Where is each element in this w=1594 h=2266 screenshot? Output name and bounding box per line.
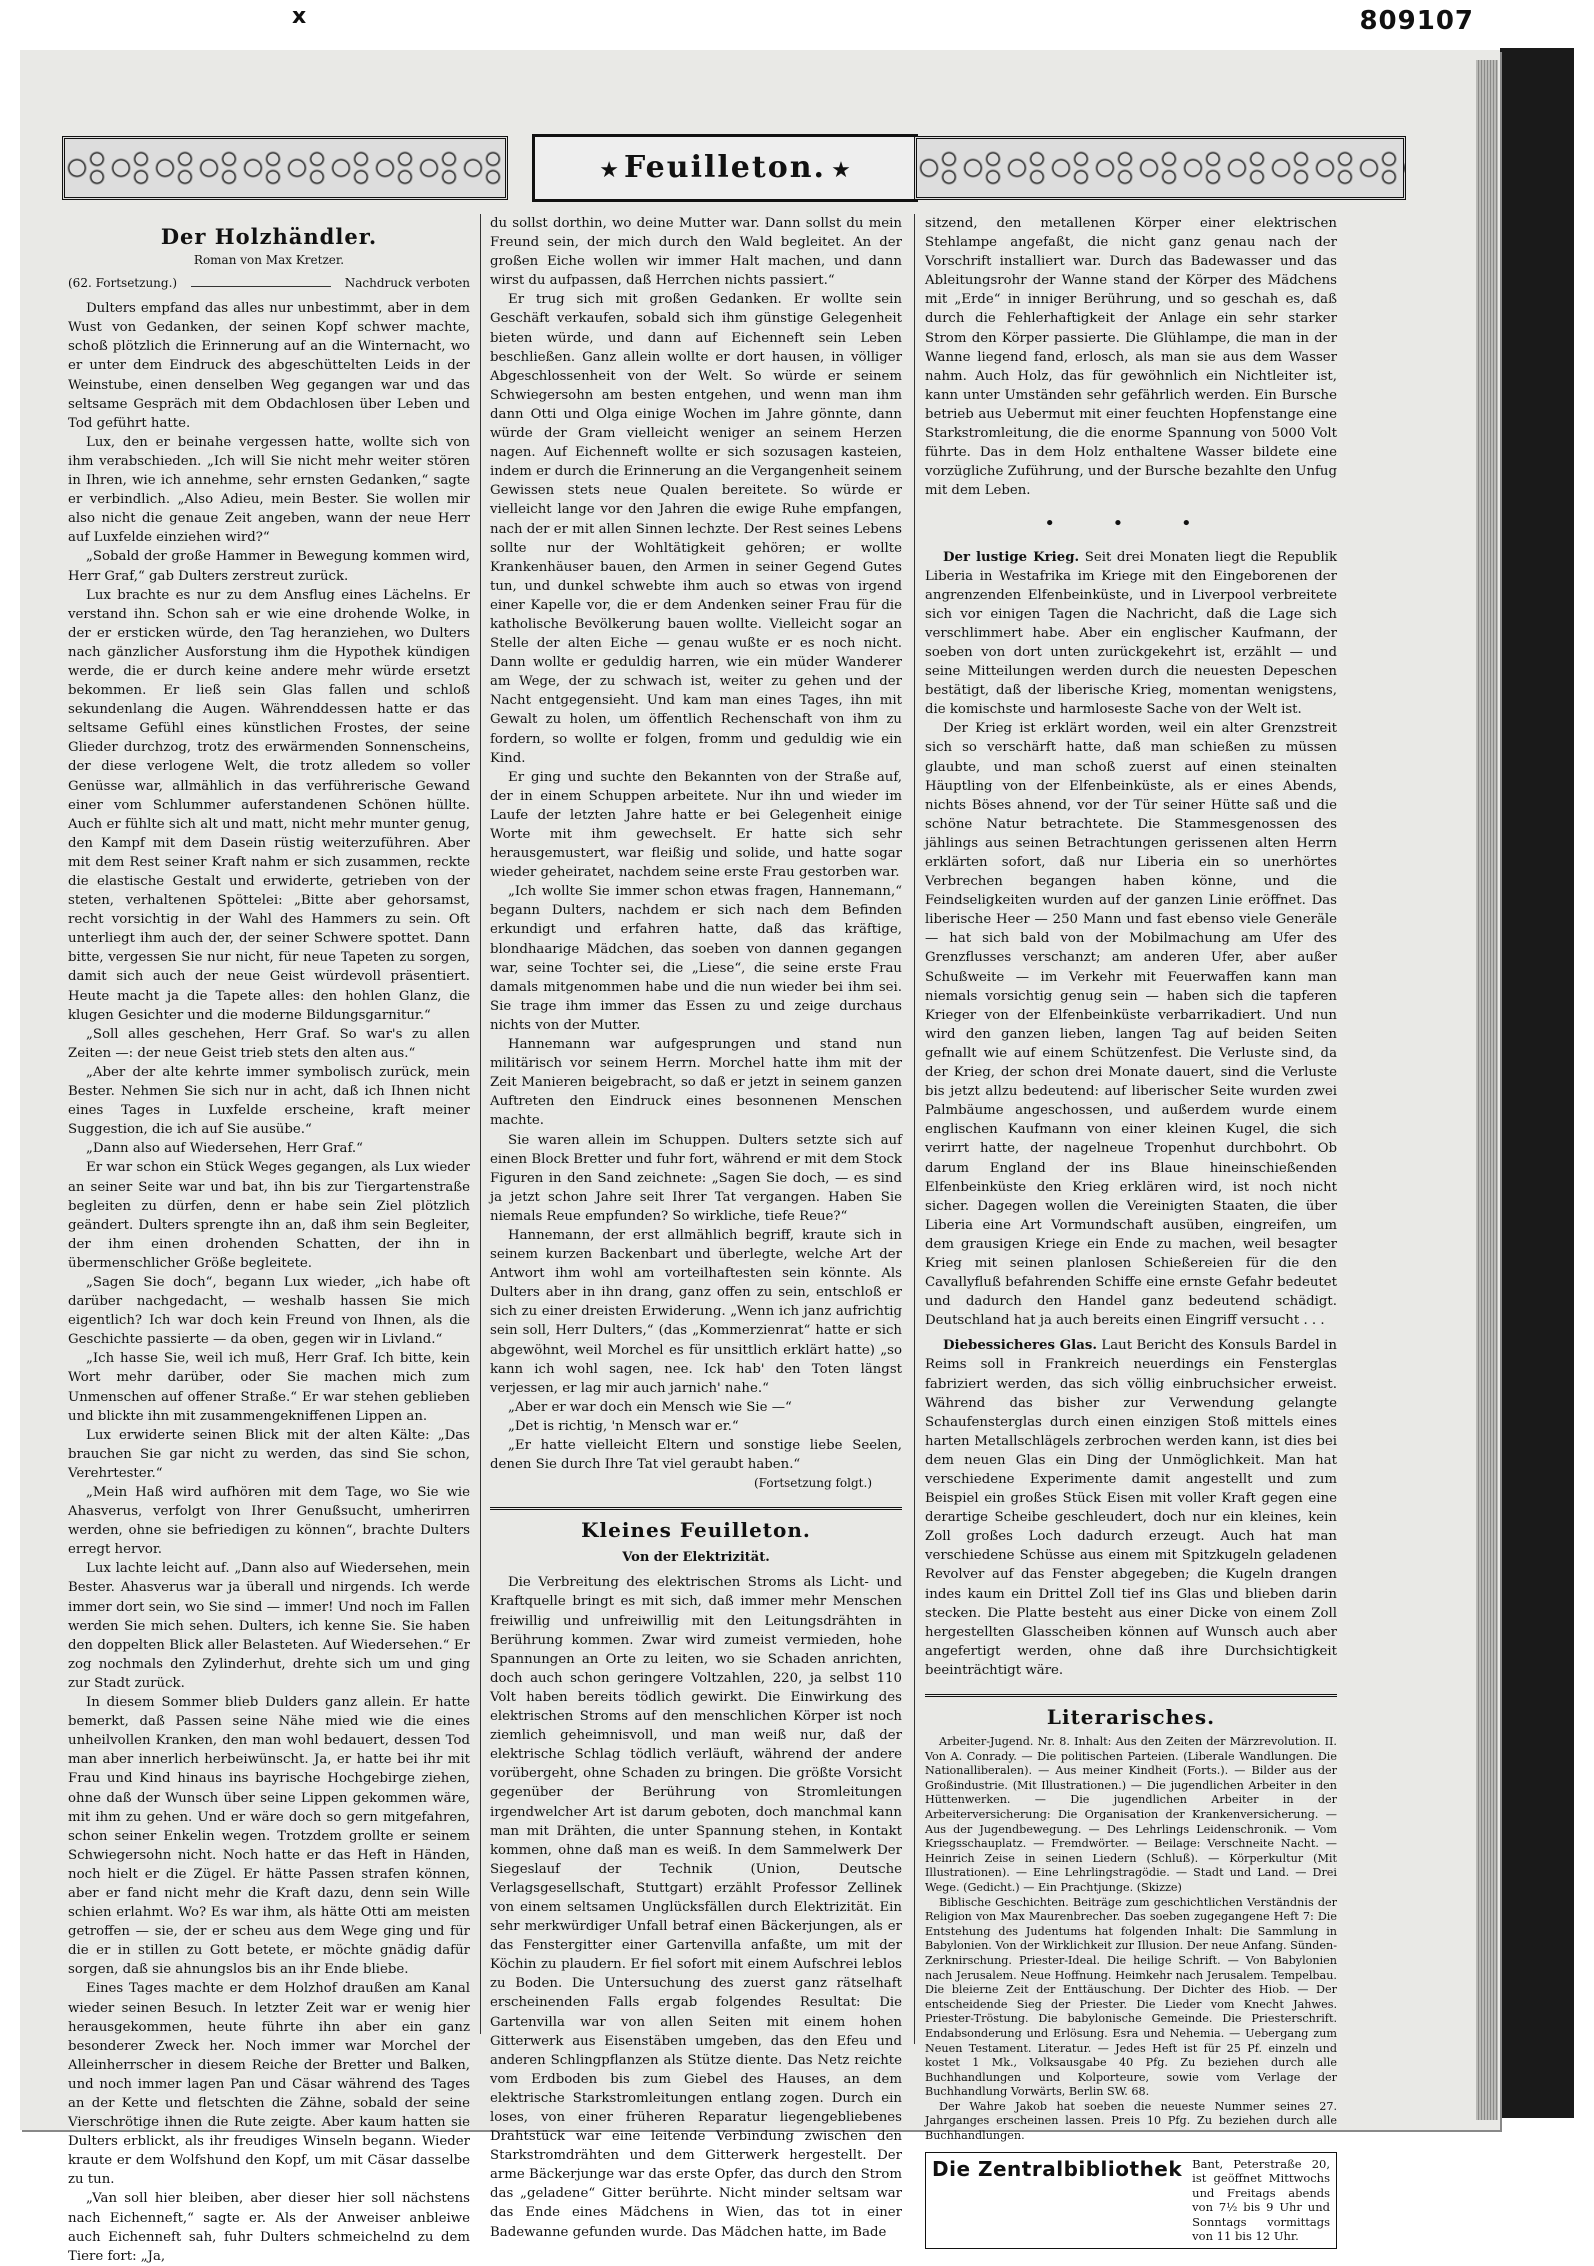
article-author: Roman von Max Kretzer. [193,253,345,267]
corner-mark: x [292,4,307,29]
paragraph: Dulters empfand das alles nur unbestimmt, aber in dem Wust von Gedanken, der seinen Kopf schwer machte, schoß plötzlich die Erinnerung auf an die Winternacht, wo er unter dem Eindruck des abgeschüttelten Leids in der Weinstube, einen denselben Weg gegangen war und das seltsame Gespräch mit dem Obdachlosen über Leben und Tod geführt hatte. [68,301,470,431]
paragraph: Er ging und suchte den Bekannten von der Straße auf, der in einem Schuppen arbeitete. Nur ihn und wieder im Laufe der letzten Jahre hatte er bei Gelegenheit einige Worte mit ihm gewechselt. Er hatte sich sehr herausgemustert, war fleißig und solide, und hatte sogar wieder geheiratet, nachdem seine erste Frau gestorben war. [490,769,902,881]
paragraph: „Dann also auf Wiedersehen, Herr Graf.“ [86,1141,363,1157]
kleines-feuilleton-title: Kleines Feuilleton. [581,1518,811,1543]
krieg-paragraph [925,548,1337,720]
section-divider [490,1507,902,1510]
feuilleton-title-box [532,134,918,202]
paragraph: sitzend, den metallenen Körper einer elektrischen Stehlampe angefaßt, die nicht ganz genau nach der Vorschrift installiert war. Durch das Badewasser und das Ableitungsrohr der Wanne stand der Körper des Mädchens mit „Erde“ in inniger Berührung, und so geschah es, daß durch die Fehlerhaftigkeit der Anlage ein sehr starker Strom den Körper passierte. Die Glühlampe, die man in der Wanne liegend fand, erlosch, als man sie aus dem Wasser nahm. Auch Holz, das für gewöhnlich ein Nichtleiter ist, kann unter Umständen sehr gefährlich werden. Ein Bursche betrieb aus Uebermut mit einer feuchten Hopfenstange eine Starkstromleitung, die die enorme Spannung von 5000 Volt führte. Das in dem Holz enthaltene Wasser bildete eine vorzügliche Zuführung, und der Bursche bezahlte den Unfug mit dem Leben. [925,216,1337,499]
article-meta [68,274,470,293]
literature-item: Der Wahre Jakob hat soeben die neueste Nummer seines 27. Jahrganges erscheinen lassen. Preis 10 Pfg. Zu beziehen durch alle Buchhandlungen. [925,2099,1337,2143]
column-2 [490,214,902,2242]
paragraph: Hannemann, der erst allmählich begriff, kraute sich in seinem kurzen Backenbart und überlegte, welche Art der Antwort ihm wohl am vorteilhaftesten sein könnte. Als Dulters aber in ihn drang, ganz offen zu sein, entschloß er sich zu einer dreisten Erwiderung. „Wenn ich janz aufrichtig sein soll, Herr Dulters,“ (das „Kommerzienrat“ hatte er sich abgewöhnt, weil Morchel es für unsittlich erklärt hatte) „so kann ich wohl sagen, nee. Ick hab' den Toten längst verjessen, er lag mir auch jarnich' nahe.“ [490,1227,902,1396]
paragraph: Lux brachte es nur zu dem Ansflug eines Lächelns. Er verstand ihn. Schon sah er wie eine drohende Wolke, in der er ersticken würde, den Tag heranziehen, wo Dulters nach gänzlicher Ausforstung ihm die Hypothek kündigen werde, die er durch keine andere mehr würde ersetzt bekommen. Er ließ sein Glas fallen und schloß sekundenlang die Augen. Währenddessen hatte er das seltsame Gefühl eines künstlichen Frostes, der seine Glieder durchzog, trotz des erwärmenden Sonnenscheins, der diese verlogene Welt, die trotz alledem so voller Genüsse war, allmählich in das verführerische Gewand einer vom Schlummer auferstandenen Schönen hüllte. Auch er fühlte sich alt und matt, nicht mehr munter genug, den Kampf mit dem Dasein rüstig weiterzuführen. Aber mit dem Rest seiner Kraft nahm er sich zusammen, reckte die elastische Gestalt und erwiderte, getrieben von der steten, verhaltenen Spöttelei: „Bitte aber gehorsamst, recht vorsichtig in der Wahl des Hammers zu sein. Oft unterliegt ihm auch der, der seiner Schwere spottet. Dann bitte, vergessen Sie nur nicht, für neue Tapeten zu sorgen, damit sich auch der neue Geist würdevoll präsentiert. Heute macht ja die Tapete alles: den hohlen Glanz, die klugen Gesichter und die moderne Bildungsgarnitur.“ [68,587,470,1023]
paragraph: „Er hatte vielleicht Eltern und sonstige liebe Seelen, denen Sie durch Ihre Tat viel geraubt haben.“ [490,1438,902,1473]
paragraph: „Ich wollte Sie immer schon etwas fragen, Hannemann,“ begann Dulters, nachdem er sich nach dem Befinden erkundigt und erfahren hatte, daß das kräftige, blondhaarige Mädchen, das soeben von dannen gegangen war, seine Tochter sei, die „Liese“, die seine erste Frau damals mitgenommen habe und die nun wieder bei ihm sei. Sie trage ihm immer das Essen zu und zeige durchaus nichts von der Mutter. [490,884,902,1033]
page-edges [1476,60,1498,2120]
folio-number: 809107 [1359,6,1474,36]
zentralbibliothek-notice [925,2152,1337,2249]
paragraph: In diesem Sommer blieb Dulders ganz allein. Er hatte bemerkt, daß Passen seine Nähe mied wie die eines unheilvollen Kranken, den man wohl bedauert, dessen Tod man aber innerlich herbeiwünscht. Ja, er hatte bei ihr mit Frau und Kind hinaus ins bayrische Hochgebirge ziehen, ohne daß der Wunsch über seine Lippen gekommen wäre, mit ihm zu gehen. Und er wäre doch so gern mitgefahren, schon seiner Enkelin wegen. Trotzdem grollte er seinem Schwiegersohn nicht. Noch hatte er das Heft in Händen, noch hielt er die Zügel. Er hätte Passen strafen können, aber er fand nicht mehr die Kraft dazu, denn sein Wille schien erlahmt. Wo? Es war ihm, als hätte Otti am meisten getroffen — sie, der er scheu aus dem Wege ging und für die er in stillen zu Gott betete, er möchte gnädig dafür sorgen, daß sie ahnungslos bis an ihr Ende bliebe. [68,1695,470,1978]
kleines-feuilleton-subtitle: Von der Elektrizität. [622,1550,770,1566]
to-be-continued: (Fortsetzung folgt.) [754,1476,872,1491]
paragraph: „Van soll hier bleiben, aber dieser hier soll nächstens nach Eichenneft,“ sagte er. Als der Anweiser anbleiwe auch Eichenneft sah, fuhr Dulters schmeichelnd zu dem Tiere fort: „Ja, [68,2191,470,2264]
paragraph: Der Krieg ist erklärt worden, weil ein alter Grenzstreit sich so verschärft hatte, daß man schießen zu müssen glaubte, und man schoß zuerst auf einen steinalten Häuptling von der Elfenbeinküste, als er eines Abends, nichts Böses ahnend, vor der Tür seiner Hütte saß und die schöne Natur betrachtete. Die Stammesgenossen des jählings aus seinen Betrachtungen gerissenen alten Herrn erklärten sofort, daß nur Liberia ein so unerhörtes Verbrechen begangen haben könne, und die Feindseligkeiten wurden auf der ganzen Linie eröffnet. Das liberische Heer — 250 Mann und fast ebenso viele Generäle — hat sich bald von der Mobilmachung am Ufer des Grenzflusses verschanzt; am anderen Ufer, aber außer Schußweite — im Verkehr mit Feuerwaffen kann man niemals vorsichtig genug sein — haben sich die tapferen Krieger von der Elfenbeinküste verbarrikadiert. Und nun wird den ganzen lieben, langen Tag auf beiden Seiten gefnallt wie auf einem Schützenfest. Die Verluste sind, da der Krieg, der schon drei Monate dauert, sind die Verluste bis jetzt allzu bedeutend: auf liberischer Seite wurden zwei Palmbäume angeschossen, und außerdem wurde einem englischen Kaufmann von einer kleinen Kugel, die sich verirrt hatte, der nagelneue Tropenhut durchbohrt. Ob darum England der ins Blaue hineinschießenden Elfenbeinküste den Krieg erklären wird, ist noch nicht sicher. Dagegen wollen die Vereinigten Staaten, die über Liberia eine Art Vormundschaft ausüben, eingreifen, um dem grausigen Kriege ein Ende zu machen, weil besagter Krieg mit seinen planlosen Schießereien für die den Cavallyfluß befahrenden Schiffe eine ernste Gefahr bedeutet und dadurch den Handel ganz bedeutend schädigt. Deutschland hat ja auch bereits einen Eingriff versucht . . . [925,721,1337,1329]
paragraph: Er war schon ein Stück Weges gegangen, als Lux wieder an seiner Seite war und bat, ihn bis zur Tiergartenstraße begleiten zu dürfen, denn er habe sein Ziel plötzlich geändert. Dulters sprengte ihn an, daß ihm sein Begleiter, der ihm einen drohenden Schatten, der ihn in übermenschlicher Größe begleitete. [68,1160,470,1271]
literature-item: Biblische Geschichten. Beiträge zum geschichtlichen Verständnis der Religion von Max Maurenbrecher. Das soeben zugegangene Heft 7: Die Entstehung des Judentums hat folgenden Inhalt: Die Sammlung in Babylonien. Von der Wirklichkeit zur Illusion. Der neue Anfang. Sünden-Zerknirschung. Priester-Ideal. Die heilige Schrift. — Von Babylonien nach Jerusalem. Neue Hoffnung. Heimkehr nach Jerusalem. Tempelbau. Die bleierne Zeit der Enttäuschung. Der Dichter des Hiob. — Der entscheidende Sieg der Priester. Die Lieder vom Knecht Jahwes. Priester-Tröstung. Die babylonische Gemeinde. Die Priesterschrift. Endabsonderung und Erlösung. Esra und Nehemia. — Uebergang zum Neuen Testament. Literatur. — Jedes Heft ist für 25 Pf. einzeln und kostet 1 Mk., Volksausgabe 40 Pfg. Zu beziehen durch alle Buchhandlungen und Kolporteure, sowie vom Verlage der Buchhandlung Vorwärts, Berlin SW. 68. [925,1895,1337,2099]
paragraph: „Aber der alte kehrte immer symbolisch zurück, mein Bester. Nehmen Sie sich nur in acht, daß ich Ihnen nicht eines Tages in Luxfelde erscheine, kraft meiner Suggestion, die ich auf Sie ausübe.“ [68,1064,470,1138]
feuilleton-masthead [62,134,1402,200]
paragraph: Hannemann war aufgesprungen und stand nun militärisch vor seinem Herrn. Morchel hatte ihm mit der Zeit Manieren beigebracht, so daß er jetzt in seinem ganzen Auftreten den Eindruck eines besonnenen Menschen machte. [490,1037,902,1129]
literature-item: Arbeiter-Jugend. Nr. 8. Inhalt: Aus den Zeiten der Märzrevolution. II. Von A. Conrady. — Die politischen Parteien. (Liberale Wandlungen. Die Nationalliberalen). — Aus meiner Kindheit (Forts.). — Bilder aus der Großindustrie. (Mit Illustrationen.) — Die jugendlichen Arbeiter in den Hüttenwerken. — Die jugendlichen Arbeiter in der Arbeiterversicherung: Die Organisation der Krankenversicherung. — Aus der Jugendbewegung. — Des Lehrlings Leidenschronik. — Vom Kriegsschauplatz. — Fremdwörter. — Beilage: Verschneite Nacht. — Heinrich Zeise in seinen Liedern (Schluß). — Körperkultur (Mit Illustrationen). — Eine Lehrlingstragödie. — Stadt und Land. — Drei Wege. (Gedicht.) — Ein Prachtjunge. (Skizze) [925,1735,1337,1894]
paragraph: „Soll alles geschehen, Herr Graf. So war's zu allen Zeiten —: der neue Geist trieb stets den alten aus.“ [68,1026,470,1061]
paragraph: „Sobald der große Hammer in Bewegung kommen wird, Herr Graf,“ gab Dulters zerstreut zurück. [68,549,470,584]
feuilleton-title: Feuilleton. [624,150,826,185]
paragraph: „Ich hasse Sie, weil ich muß, Herr Graf. Ich bitte, kein Wort mehr darüber, oder Sie machen mich zum Unmenschen auf offener Straße.“ Er war stehen geblieben und blickte ihn mit zusammengekniffenen Lippen an. [68,1351,470,1424]
krieg-text: Seit drei Monaten liegt die Republik Liberia in Westafrika im Kriege mit den Eingeborenen der angrenzenden Elfenbeinküste, und in Liverpool verbreitete sich vor einigen Tagen die Nachricht, daß die Lage sich verschlimmert habe. Aber ein englischer Kaufmann, der soeben von dort unten zurückgekehrt ist, erzählt — und seine Mitteilungen werden durch die neuesten Depeschen bestätigt, daß der liberische Krieg, momentan wenigstens, die komischste und harmloseste Sache von der Welt ist. [925,549,1338,718]
paragraph: Lux, den er beinahe vergessen hatte, wollte sich von ihm verabschieden. „Ich will Sie nicht mehr weiter stören in Ihren, wie ich annehme, sehr ernsten Gedanken,“ sagte er verbindlich. „Also Adieu, mein Bester. Sie wollen mir also nicht die genaue Zeit angeben, wann der neue Herr auf Luxfelde einziehen wird?“ [68,434,470,546]
paragraph: Lux lachte leicht auf. „Dann also auf Wiedersehen, mein Bester. Ahasverus war ja überall und nirgends. Ich werde immer dort sein, wo Sie sind — immer! Und noch im Fallen werden Sie mich sehen. Dulters, ich kenne Sie. Sie haben den doppelten Blick aller Belasteten. Auf Wiedersehen.“ Er zog nochmals den Zylinderhut, drehte sich um und ging zur Stadt zurück. [68,1561,470,1691]
continuation-label: (62. Fortsetzung.) [68,276,178,291]
glas-text: Laut Bericht des Konsuls Bardel in Reims soll in Frankreich neuerdings ein Fensterglas fabriziert werden, das sich völlig einbruchsicher erweist. Während das bisher zur Verwendung gelangte Schaufensterglas durch einen einzigen Stoß mittels eines harten Metallschlägels zerbrochen werden kann, ist dies bei dem neuen Glas ein Ding der Unmöglichkeit. Man hat verschiedene Experimente damit angestellt und zum Beispiel ein großes Stück Eisen mit voller Kraft gegen eine derartige Scheibe geschleudert, doch nur ein kleines, kein Zoll großes Loch dadurch erzeugt. Auch hat man verschiedene Schüsse aus einem mit Spitzkugeln geladenen Revolver auf das Fenster abgegeben; die Kugeln drangen indes kaum ein Drittel Zoll tief ins Glas und blieben darin stecken. Die Platte besteht aus einer Dicke von einem Zoll hergestellten Glasscheiben können auf Wunsch auch aber angefertigt werden, ohne daß ihre Durchsichtigkeit beeinträchtigt wäre. [925,1338,1338,1678]
star-icon: ★ [599,158,619,183]
paragraph: „Mein Haß wird aufhören mit dem Tage, wo Sie wie Ahasverus, verfolgt von Ihrer Genußsucht, umherirren werden, ohne sie befriedigen zu können“, brachte Dulters erregt hervor. [68,1485,470,1558]
column-1 [68,214,470,2266]
paragraph: du sollst dorthin, wo deine Mutter war. Dann sollst du mein Freund sein, der mich durch den Wald begleitet. An der großen Eiche wollen wir immer Halt machen, und dann wirst du aufpassen, daß Herrchen nichts passiert.“ [490,216,902,289]
section-dots: • • • [1044,513,1218,535]
glas-paragraph [925,1336,1337,1680]
book-binding [1500,48,1574,2118]
paragraph: „Aber er war doch ein Mensch wie Sie —“ [508,1399,792,1415]
paragraph: Sie waren allein im Schuppen. Dulters setzte sich auf einen Block Bretter und fuhr fort, während er mit dem Stock Figuren in den Sand zeichnete: „Sagen Sie doch, — es sind ja jetzt schon Jahre seit Ihrer Tat vergangen. Haben Sie niemals Reue empfunden? So wirkliche, tiefe Reue?“ [490,1132,902,1224]
literarisches-title: Literarisches. [1046,1705,1216,1730]
ornament-right [914,136,1406,200]
ornament-left [62,136,508,200]
paragraph: Eines Tages machte er dem Holzhof draußen am Kanal wieder seinen Besuch. In letzter Zeit war er wenig hier herausgekommen, heute führte ihn aber ein ganz besonderer Zweck her. Noch immer war Morchel der Alleinherrscher in diesem Reiche der Bretter und Balken, und noch immer lagen Pan und Cäsar während des Tages an der Kette und fletschten die Zähne, sobald der seine Vierschrötige ihnen die Rute zeigte. Aber kaum hatten sie Dulters erblickt, als ihr freudiges Winseln begann. Wieder kraute er dem Wolfshund den Kopf, um mit Cäsar dasselbe zu tun. [68,1981,470,2188]
literarisches-list [925,1735,1337,2144]
paragraph: Die Verbreitung des elektrischen Stroms als Licht- und Kraftquelle bringt es mit sich, daß immer mehr Menschen freiwillig und unfreiwillig mit den Leitungsdrähten in Berührung kommen. Zwar wird zumeist vermieden, hohe Spannungen an Orte zu leiten, wo sie Schaden anrichten, doch auch schon geringere Voltzahlen, 220, ja selbst 110 Volt haben bereits tödlich gewirkt. Die Einwirkung des elektrischen Stroms auf den menschlichen Körper ist noch ziemlich geheimnisvoll, und man weiß nur, daß der elektrische Schlag tödlich verläuft, während der andere vorübergeht, ohne Schaden zu bringen. Die größte Vorsicht gegenüber der Berührung von Stromleitungen irgendwelcher Art ist darum geboten, doch manchmal kann man mit Drähten, die unter Spannung stehen, in Kontakt kommen, ohne daß man es weiß. In dem Sammelwerk Der Siegeslauf der Technik (Union, Deutsche Verlagsgesellschaft, Stuttgart) erzählt Professor Zellinek von einem seltsamen Unglücksfällen durch Elektrizität. Ein sehr merkwürdiger Unfall betraf einen Bäckerjungen, als er das Fenstergitter einer Gartenvilla anfaßte, um mit der Köchin zu plaudern. Er fiel sofort mit einem Aufschrei leblos zu Boden. Die Untersuchung des zuerst ganz rätselhaft erscheinenden Falls ergab folgendes Resultat: Die Gartenvilla war von allen Seiten mit einem hohen Gitterwerk aus Eisenstäben umgeben, das den Efeu und anderen Schlingpflanzen als Stütze diente. Das Netz reichte vom Erdboden bis zum Giebel des Hauses, an dem elektrische Starkstromleitungen entlang zogen. Durch ein loses, von einer früheren Reparatur liegengebliebenes Drahtstück war eine leitende Verbindung zwischen den Starkstromdrähten und dem Gitterwerk hergestellt. Der arme Bäckerjunge war das erste Opfer, das durch den Strom das „geladene“ Gitter berührte. Nicht minder seltsam war das Ende eines Mädchens in Wien, das tot in einer Badewanne gefunden wurde. Das Mädchen hatte, im Bade [490,1575,902,2240]
star-icon: ★ [831,158,851,183]
column-3 [925,214,1337,2249]
column-rule [914,214,915,2044]
divider [191,274,331,287]
section-divider [925,1694,1337,1697]
paragraph: Lux erwiderte seinen Blick mit der alten Kälte: „Das brauchen Sie gar nicht zu werden, das sind Sie schon, Verehrtester.“ [68,1427,470,1481]
paragraph: „Sagen Sie doch“, begann Lux wieder, „ich habe oft darüber nachgedacht, — weshalb hassen Sie mich eigentlich? Ich war doch kein Freund von Ihnen, als die Geschichte passierte — da oben, gegen wir in Livland.“ [68,1274,470,1348]
paragraph: Er trug sich mit großen Gedanken. Er wollte sein Geschäft verkaufen, sobald sich ihm günstige Gelegenheit bieten würde, und dann auf Eichenneft sein Leben beschließen. Ganz allein wollte er dort hausen, in völliger Abgeschlossenheit von der Welt. So würde er seinem Schwiegersohn am besten entgehen, und wenn man ihm dann Otti und Olga einige Wochen im Jahre gönnte, dann würde der Gram vielleicht weniger an seinem Herzen nagen. Auf Eichenneft wollte er sich sozusagen kasteien, indem er durch die Erinnerung an die Vergangenheit seinem Gewissen stets neue Qualen bereitete. So würde er vielleicht lange vor den Jahren die ewige Ruhe empfangen, nach der er mit allen Sinnen lechzte. Der Rest seines Lebens sollte nur der Wohltätigkeit gehören; er wollte Krankenhäuser bauen, den Armen in seiner Gegend Gutes tun, und dunkel schwebte ihm auch so etwas von irgend einer Kapelle vor, die er dem Andenken seiner Frau für die katholische Bevölkerung bauen wollte. Vielleicht sogar an Stelle der alten Eiche — genau wußte er es noch nicht. Dann wollte er geduldig harren, wie ein müder Wanderer am Wege, der zu schwach ist, weiter zu gehen und der Nacht entgegensieht. Und kam man eines Tages, ihn mit Gewalt zu holen, um öffentlich Rechenschaft von ihm zu fordern, so wollte er folgen, fromm und geduldig wie ein Kind. [490,292,902,766]
zentralbibliothek-text: Bant, Peterstraße 20, ist geöffnet Mittwochs und Freitags abends von 7½ bis 9 Uhr und Sonntags vormittags von 11 bis 12 Uhr. [1192,2156,1330,2244]
zentralbibliothek-name: Die Zentralbibliothek [932,2156,1183,2181]
rights-label: Nachdruck verboten [344,276,470,291]
krieg-heading: Der lustige Krieg. [943,549,1080,565]
paragraph: „Det is richtig, 'n Mensch war er.“ [508,1418,739,1434]
glas-heading: Diebessicheres Glas. [943,1338,1097,1354]
article-title: Der Holzhändler. [160,224,378,249]
column-rule [480,214,481,2034]
